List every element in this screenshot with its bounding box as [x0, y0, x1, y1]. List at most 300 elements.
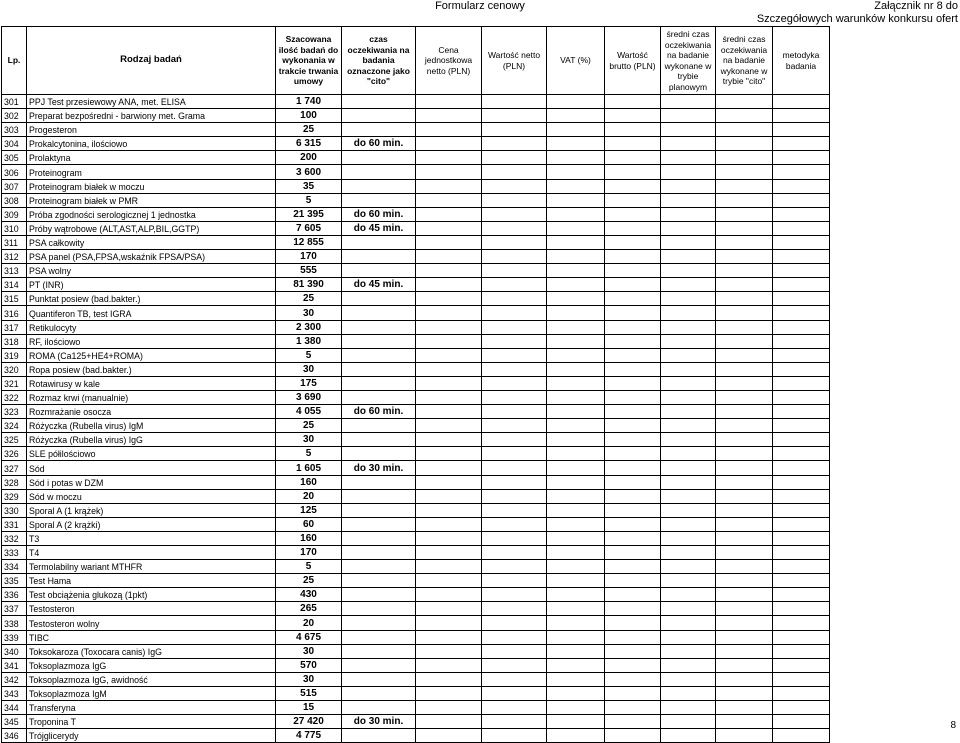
row-method [773, 376, 830, 390]
table-row [2, 616, 830, 630]
row-lp: 303 [2, 123, 27, 137]
row-unit-price [416, 672, 482, 686]
row-lp: 346 [2, 729, 27, 743]
row-net-value [482, 546, 547, 560]
row-test-name: Quantiferon TB, test IGRA [27, 306, 276, 320]
row-method [773, 686, 830, 700]
row-quantity: 4 055 [276, 405, 342, 419]
table-row [2, 461, 830, 475]
row-test-name: Sporal A (2 krążki) [27, 517, 276, 531]
table-row [2, 560, 830, 574]
col-lp-header: Lp. [2, 27, 27, 95]
row-gross-value [605, 489, 661, 503]
table-row [2, 165, 830, 179]
row-quantity: 5 [276, 560, 342, 574]
row-avg-cito [716, 517, 773, 531]
table-body [2, 95, 830, 743]
row-lp: 315 [2, 292, 27, 306]
row-lp: 345 [2, 715, 27, 729]
row-unit-price [416, 546, 482, 560]
row-avg-planned [661, 151, 716, 165]
row-test-name: T3 [27, 531, 276, 545]
row-unit-price [416, 193, 482, 207]
row-avg-cito [716, 447, 773, 461]
row-cito-time [342, 546, 416, 560]
row-vat [547, 264, 605, 278]
row-vat [547, 348, 605, 362]
row-lp: 307 [2, 179, 27, 193]
row-gross-value [605, 151, 661, 165]
row-method [773, 109, 830, 123]
row-test-name: Próby wątrobowe (ALT,AST,ALP,BIL,GGTP) [27, 221, 276, 235]
table-row [2, 95, 830, 109]
row-gross-value [605, 447, 661, 461]
row-lp: 332 [2, 531, 27, 545]
row-test-name: Preparat bezpośredni - barwiony met. Grama [27, 109, 276, 123]
row-avg-planned [661, 658, 716, 672]
row-gross-value [605, 306, 661, 320]
row-unit-price [416, 630, 482, 644]
row-avg-cito [716, 348, 773, 362]
row-avg-planned [661, 235, 716, 249]
row-cito-time [342, 95, 416, 109]
row-test-name: Różyczka (Rubella virus) IgM [27, 419, 276, 433]
row-unit-price [416, 517, 482, 531]
row-avg-planned [661, 165, 716, 179]
row-net-value [482, 137, 547, 151]
row-avg-planned [661, 503, 716, 517]
row-test-name: Ropa posiew (bad.bakter.) [27, 362, 276, 376]
row-avg-planned [661, 278, 716, 292]
row-net-value [482, 179, 547, 193]
row-gross-value [605, 560, 661, 574]
row-cito-time [342, 390, 416, 404]
annex-line-1: Załącznik nr 8 do [874, 0, 958, 12]
row-avg-cito [716, 616, 773, 630]
row-lp: 329 [2, 489, 27, 503]
row-avg-planned [661, 546, 716, 560]
row-net-value [482, 419, 547, 433]
row-lp: 326 [2, 447, 27, 461]
row-cito-time [342, 517, 416, 531]
row-cito-time: do 45 min. [342, 278, 416, 292]
row-lp: 316 [2, 306, 27, 320]
row-unit-price [416, 123, 482, 137]
row-avg-cito [716, 701, 773, 715]
row-unit-price [416, 334, 482, 348]
row-test-name: Rozmrażanie osocza [27, 405, 276, 419]
row-quantity: 60 [276, 517, 342, 531]
row-avg-cito [716, 489, 773, 503]
row-quantity: 160 [276, 475, 342, 489]
table-row [2, 221, 830, 235]
row-test-name: Toksoplazmoza IgG, awidność [27, 672, 276, 686]
row-lp: 341 [2, 658, 27, 672]
row-method [773, 179, 830, 193]
row-unit-price [416, 278, 482, 292]
row-vat [547, 574, 605, 588]
row-avg-planned [661, 461, 716, 475]
row-cito-time [342, 672, 416, 686]
row-quantity: 12 855 [276, 235, 342, 249]
row-net-value [482, 447, 547, 461]
row-method [773, 489, 830, 503]
row-method [773, 264, 830, 278]
row-lp: 310 [2, 221, 27, 235]
annex-line-2: Szczegółowych warunków konkursu ofert [756, 13, 958, 25]
row-net-value [482, 264, 547, 278]
row-avg-planned [661, 517, 716, 531]
row-quantity: 15 [276, 701, 342, 715]
row-method [773, 447, 830, 461]
row-gross-value [605, 475, 661, 489]
row-vat [547, 235, 605, 249]
row-avg-cito [716, 531, 773, 545]
row-test-name: PPJ Test przesiewowy ANA, met. ELISA [27, 95, 276, 109]
row-quantity: 5 [276, 193, 342, 207]
row-lp: 319 [2, 348, 27, 362]
row-cito-time [342, 179, 416, 193]
row-quantity: 1 605 [276, 461, 342, 475]
row-lp: 320 [2, 362, 27, 376]
row-test-name: Testosteron [27, 602, 276, 616]
table-row [2, 278, 830, 292]
row-avg-cito [716, 123, 773, 137]
row-net-value [482, 221, 547, 235]
row-unit-price [416, 109, 482, 123]
row-vat [547, 546, 605, 560]
row-quantity: 25 [276, 292, 342, 306]
row-net-value [482, 390, 547, 404]
row-avg-planned [661, 715, 716, 729]
row-avg-cito [716, 630, 773, 644]
row-gross-value [605, 362, 661, 376]
table-row [2, 207, 830, 221]
row-cito-time [342, 348, 416, 362]
row-net-value [482, 278, 547, 292]
row-net-value [482, 151, 547, 165]
row-unit-price [416, 250, 482, 264]
row-cito-time [342, 165, 416, 179]
row-avg-planned [661, 560, 716, 574]
row-gross-value [605, 715, 661, 729]
row-net-value [482, 334, 547, 348]
row-net-value [482, 644, 547, 658]
row-avg-cito [716, 235, 773, 249]
row-avg-planned [661, 531, 716, 545]
table-row [2, 193, 830, 207]
row-unit-price [416, 419, 482, 433]
row-lp: 301 [2, 95, 27, 109]
row-unit-price [416, 715, 482, 729]
table-row [2, 292, 830, 306]
table-row [2, 405, 830, 419]
row-method [773, 193, 830, 207]
row-avg-cito [716, 715, 773, 729]
table-row [2, 686, 830, 700]
row-cito-time [342, 292, 416, 306]
row-gross-value [605, 686, 661, 700]
row-cito-time [342, 531, 416, 545]
row-avg-planned [661, 221, 716, 235]
row-avg-planned [661, 348, 716, 362]
row-unit-price [416, 362, 482, 376]
row-net-value [482, 574, 547, 588]
row-net-value [482, 475, 547, 489]
row-net-value [482, 517, 547, 531]
row-net-value [482, 686, 547, 700]
table-row [2, 264, 830, 278]
row-gross-value [605, 109, 661, 123]
row-lp: 305 [2, 151, 27, 165]
row-unit-price [416, 320, 482, 334]
row-unit-price [416, 433, 482, 447]
row-test-name: Prokalcytonina, ilościowo [27, 137, 276, 151]
row-gross-value [605, 630, 661, 644]
row-avg-planned [661, 292, 716, 306]
row-vat [547, 193, 605, 207]
row-cito-time [342, 686, 416, 700]
row-net-value [482, 560, 547, 574]
row-lp: 333 [2, 546, 27, 560]
row-unit-price [416, 306, 482, 320]
row-gross-value [605, 517, 661, 531]
row-test-name: Proteinogram białek w PMR [27, 193, 276, 207]
row-unit-price [416, 95, 482, 109]
row-test-name: Prolaktyna [27, 151, 276, 165]
row-avg-cito [716, 362, 773, 376]
row-avg-planned [661, 320, 716, 334]
row-gross-value [605, 250, 661, 264]
row-test-name: Toksokaroza (Toxocara canis) IgG [27, 644, 276, 658]
row-lp: 325 [2, 433, 27, 447]
row-vat [547, 715, 605, 729]
table-row [2, 320, 830, 334]
row-test-name: SLE półilościowo [27, 447, 276, 461]
row-cito-time [342, 334, 416, 348]
row-gross-value [605, 278, 661, 292]
row-avg-planned [661, 616, 716, 630]
row-method [773, 165, 830, 179]
table-row [2, 672, 830, 686]
row-test-name: Trójglicerydy [27, 729, 276, 743]
row-quantity: 30 [276, 672, 342, 686]
row-avg-planned [661, 207, 716, 221]
row-vat [547, 151, 605, 165]
row-avg-planned [661, 672, 716, 686]
row-net-value [482, 715, 547, 729]
row-avg-cito [716, 672, 773, 686]
row-gross-value [605, 235, 661, 249]
row-gross-value [605, 320, 661, 334]
row-avg-cito [716, 602, 773, 616]
row-unit-price [416, 658, 482, 672]
price-form-table [1, 26, 830, 743]
row-method [773, 644, 830, 658]
row-vat [547, 250, 605, 264]
row-cito-time [342, 376, 416, 390]
row-test-name: ROMA (Ca125+HE4+ROMA) [27, 348, 276, 362]
row-vat [547, 123, 605, 137]
row-avg-cito [716, 419, 773, 433]
row-avg-cito [716, 207, 773, 221]
row-lp: 334 [2, 560, 27, 574]
row-gross-value [605, 165, 661, 179]
row-quantity: 4 775 [276, 729, 342, 743]
row-avg-planned [661, 489, 716, 503]
row-test-name: Progesteron [27, 123, 276, 137]
row-vat [547, 278, 605, 292]
row-unit-price [416, 165, 482, 179]
row-gross-value [605, 701, 661, 715]
row-cito-time [342, 560, 416, 574]
row-cito-time [342, 574, 416, 588]
row-avg-cito [716, 334, 773, 348]
row-cito-time [342, 264, 416, 278]
row-cito-time: do 60 min. [342, 405, 416, 419]
row-quantity: 100 [276, 109, 342, 123]
table-row [2, 306, 830, 320]
row-lp: 311 [2, 235, 27, 249]
row-avg-planned [661, 574, 716, 588]
row-avg-planned [661, 193, 716, 207]
row-vat [547, 630, 605, 644]
row-vat [547, 602, 605, 616]
col-method-header: metodyka badania [773, 27, 830, 95]
row-avg-cito [716, 686, 773, 700]
row-gross-value [605, 574, 661, 588]
row-avg-cito [716, 475, 773, 489]
row-method [773, 221, 830, 235]
row-method [773, 715, 830, 729]
col-gross-header: Wartość brutto (PLN) [605, 27, 661, 95]
row-cito-time [342, 602, 416, 616]
row-quantity: 1 380 [276, 334, 342, 348]
col-avg-planned-header: średni czas oczekiwania na badanie wykonane w trybie planowym [661, 27, 716, 95]
row-avg-cito [716, 250, 773, 264]
row-vat [547, 517, 605, 531]
row-gross-value [605, 672, 661, 686]
row-avg-cito [716, 306, 773, 320]
row-avg-planned [661, 433, 716, 447]
row-test-name: Toksoplazmoza IgM [27, 686, 276, 700]
row-unit-price [416, 137, 482, 151]
row-gross-value [605, 602, 661, 616]
row-cito-time: do 60 min. [342, 137, 416, 151]
row-vat [547, 221, 605, 235]
row-method [773, 475, 830, 489]
table-row [2, 517, 830, 531]
row-method [773, 362, 830, 376]
row-net-value [482, 433, 547, 447]
table-header-row [2, 27, 830, 95]
row-gross-value [605, 193, 661, 207]
row-cito-time [342, 475, 416, 489]
row-cito-time [342, 701, 416, 715]
row-vat [547, 320, 605, 334]
table-row [2, 475, 830, 489]
row-unit-price [416, 447, 482, 461]
row-lp: 314 [2, 278, 27, 292]
row-quantity: 25 [276, 419, 342, 433]
row-quantity: 170 [276, 546, 342, 560]
row-lp: 321 [2, 376, 27, 390]
row-unit-price [416, 405, 482, 419]
table-row [2, 362, 830, 376]
row-vat [547, 165, 605, 179]
row-method [773, 207, 830, 221]
row-vat [547, 701, 605, 715]
row-quantity: 30 [276, 362, 342, 376]
table-row [2, 503, 830, 517]
row-gross-value [605, 405, 661, 419]
row-net-value [482, 292, 547, 306]
row-lp: 308 [2, 193, 27, 207]
row-unit-price [416, 221, 482, 235]
row-gross-value [605, 221, 661, 235]
row-gross-value [605, 264, 661, 278]
row-test-name: PSA panel (PSA,FPSA,wskaźnik FPSA/PSA) [27, 250, 276, 264]
row-unit-price [416, 602, 482, 616]
row-unit-price [416, 574, 482, 588]
row-cito-time [342, 419, 416, 433]
row-test-name: Sód w moczu [27, 489, 276, 503]
row-vat [547, 672, 605, 686]
row-avg-planned [661, 137, 716, 151]
row-vat [547, 292, 605, 306]
row-test-name: T4 [27, 546, 276, 560]
row-quantity: 6 315 [276, 137, 342, 151]
row-lp: 340 [2, 644, 27, 658]
row-unit-price [416, 701, 482, 715]
row-vat [547, 306, 605, 320]
row-cito-time: do 30 min. [342, 715, 416, 729]
row-vat [547, 560, 605, 574]
row-test-name: Rotawirusy w kale [27, 376, 276, 390]
row-net-value [482, 362, 547, 376]
table-row [2, 390, 830, 404]
row-avg-planned [661, 306, 716, 320]
row-gross-value [605, 376, 661, 390]
row-quantity: 1 740 [276, 95, 342, 109]
row-lp: 302 [2, 109, 27, 123]
row-lp: 317 [2, 320, 27, 334]
row-test-name: Termolabilny wariant MTHFR [27, 560, 276, 574]
row-gross-value [605, 207, 661, 221]
table-row [2, 419, 830, 433]
row-vat [547, 362, 605, 376]
row-avg-cito [716, 503, 773, 517]
table-row [2, 348, 830, 362]
row-cito-time [342, 447, 416, 461]
row-lp: 331 [2, 517, 27, 531]
row-lp: 306 [2, 165, 27, 179]
row-quantity: 5 [276, 348, 342, 362]
row-cito-time [342, 306, 416, 320]
table-row [2, 433, 830, 447]
row-cito-time [342, 151, 416, 165]
row-avg-planned [661, 701, 716, 715]
row-lp: 336 [2, 588, 27, 602]
row-unit-price [416, 207, 482, 221]
row-avg-cito [716, 165, 773, 179]
row-quantity: 515 [276, 686, 342, 700]
row-lp: 309 [2, 207, 27, 221]
row-vat [547, 179, 605, 193]
table-row [2, 447, 830, 461]
row-net-value [482, 235, 547, 249]
row-cito-time [342, 235, 416, 249]
